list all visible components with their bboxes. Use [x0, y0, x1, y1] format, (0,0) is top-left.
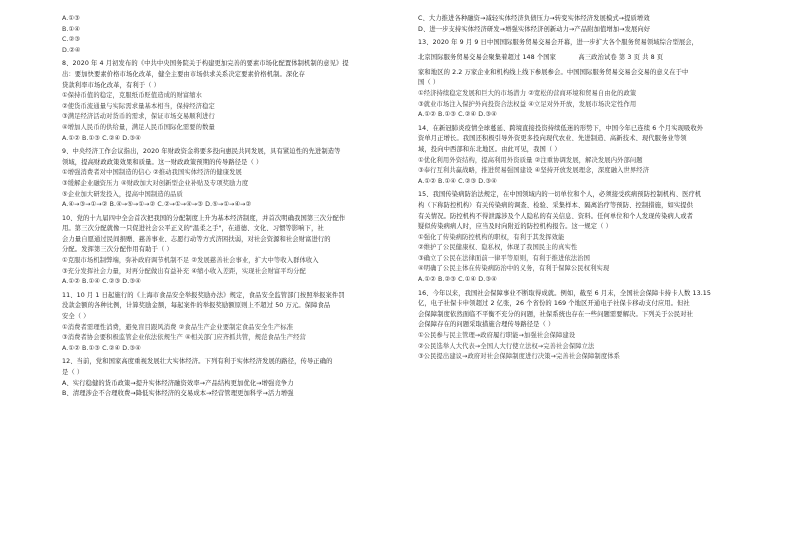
text-line: 会保障制度依然面临不平衡不充分的问题，社保系统也存在一些问题需要解决。下列关于公民对社 — [418, 310, 694, 318]
question-block — [418, 190, 758, 285]
text-line: 15、我国传染病防治法规定，在中国领域内的一切单位和个人，必须接受疾病预防控制机构、医疗机 — [418, 191, 702, 199]
text-line: A.①③ — [62, 15, 80, 22]
text-line: D.②④ — [62, 46, 81, 54]
text-line: 会保障存在的问题采取措施合理传导路径是（ ） — [418, 321, 555, 329]
text-line: ③满足经济活动对货币的需求，保证市场交易顺利进行 — [62, 113, 215, 121]
text-line: 14、在新冠肺炎疫情全球蔓延、跨境直接投资持续低迷的形势下，中国今年已连续 6 个月实现吸收外 — [418, 124, 704, 132]
text-line: ③确立了公民在法律面前一律平等原则，有利于推进依法治国 — [418, 254, 591, 262]
text-line: ①保持币值的稳定，克服纸币贬值造成的财富缩水 — [62, 92, 203, 100]
text-line: ③缓解企业融资压力 ④财政加大对创新型企业补贴及专项奖励力度 — [62, 179, 249, 187]
question-block — [62, 59, 417, 144]
text-line: 家和地区的 2.2 万家企业和机构线上线下参展参会。中国国际服务贸易交易会交易的意义在于中 — [418, 68, 689, 76]
text-line: 16、今年以来，我国社会保障事业不断取得成就。例如，截至 6 月末，全国社会保障卡持卡人数 13.15 — [418, 289, 712, 297]
text-line: 领域，提高财政政策效果和质量。这一财政政策预期的传导路径是（ ） — [62, 158, 263, 166]
text-line: ①消费者需理性消费，避免盲目跟风消费 ②食品生产企业要制定食品安全生产标准 — [62, 323, 294, 331]
text-line: 会力量自愿通过民间捐赠、慈善事业、志愿行动等方式济困扶弱，对社会资源和社会财富进行的 — [62, 235, 331, 243]
text-line: 11、10 月 1 日起施行的《上海市食品安全举报奖励办法》规定，食品安全监管部门按照举报案件罚 — [62, 291, 345, 299]
text-line: A.①② B.②③ C.①④ D.③④ — [418, 276, 497, 284]
question-block — [62, 147, 417, 211]
text-line: A.①② B.①③ C.②④ D.③④ — [62, 134, 141, 142]
right-column — [418, 14, 758, 366]
text-line: ①优化利用外资结构，提高利用外资质量 ②注重协调发展，解决发展内外部问题 — [418, 156, 643, 164]
text-line: C.②③ — [62, 36, 81, 44]
text-line: 有关情况。防控机构不得泄露涉及个人隐私的有关信息、资料。任何单位和个人发现传染病人或者 — [418, 212, 694, 220]
text-line: 10、党的十九届四中全会首次把我国的分配制度上升为基本经济制度，并首次明确我国第三次分配作 — [62, 214, 346, 222]
text-line: ②维护了公民健康权、隐私权，体现了我国民主的真实性 — [418, 244, 578, 252]
text-line: A.①② B.①③ C.②④ D.③④ — [418, 111, 497, 119]
question-block — [62, 14, 417, 56]
text-line: 资单月正增长。我国还积极引导外资更多投向现代农业、先进制造、高新技术、现代服务业等领 — [418, 135, 687, 143]
text-line: 出：要加快要素价格市场化改革，健全主要由市场供求关系决定要素价格机制。深化存 — [62, 70, 306, 78]
text-line: ①克服市场机制弊端，弥补政府调节机制不足 ②发展慈善社会事业，扩大中等收入群体收入 — [62, 257, 319, 265]
text-line: A.①② B.①④ C.②③ D.③④ — [62, 278, 141, 286]
text-line: ⑤企业加大研发投入，提高中国制造的品质 — [62, 190, 183, 198]
text-line: ①强化了传染病防控机构的职权，有利于其发挥效能 — [418, 233, 565, 241]
text-line: 疑似传染病病人时，应当及时向附近的防控机构报告。这一规定（ ） — [418, 223, 613, 231]
text-line: ③消费者协会要积极监管企业依法依规生产 ④相关部门应齐抓共管，规范食品生产经营 — [62, 334, 306, 342]
text-line: A.①② B.①③ C.②④ D.③④ — [62, 344, 141, 352]
text-line: 国（ ） — [418, 79, 440, 87]
text-line: 8、2020 年 4 月初发布的《中共中央国务院关于构建更加完善的要素市场化配置体制机制的意见》提 — [62, 60, 349, 68]
question-block — [418, 14, 758, 35]
text-line: ③公民提出建议→政府对社会保障制度进行决策→完善社会保障制度体系 — [418, 353, 621, 361]
page-header: 高三政治试卷 第 3 页 共 8 页 — [578, 54, 664, 62]
question-block — [62, 357, 417, 399]
text-line: ②公民选举人大代表→全国人大行使立法权→完善社会保障立法 — [418, 342, 595, 350]
text-line: 安全（ ） — [62, 313, 90, 321]
left-column — [62, 14, 417, 403]
text-line: B.①④ — [62, 25, 81, 33]
text-line: 北京国际服务贸易交易会聚集着超过 148 个国家 — [418, 54, 557, 62]
text-line: C、大力推进各种融资→减轻实体经济负债压力→转变实体经济发展模式→提质增效 — [418, 15, 650, 22]
text-line: B、清理涉企不合理收费→降低实体经济的交易成本→经营管理更加科学→活力增强 — [62, 390, 294, 398]
text-line: A.④→③→①→② B.④→⑤→①→② C.②→①→④→③ D.⑤→①→④→② — [62, 201, 252, 209]
text-line: 没款金额的各种比例，计算奖励金额，每起案件的举报奖励额原则上不超过 50 万元。保障食品 — [62, 302, 331, 310]
text-line: ①公民参与民主管理→政府履行职能→加强社会保障建设 — [418, 332, 576, 340]
text-line: A.①② B.①④ C.②③ D.③④ — [418, 177, 497, 185]
text-line: 13、2020 年 9 月 9 日中国国际服务贸易交易会开幕，进一步扩大各个服务贸易领域综合型展会， — [418, 39, 699, 47]
text-line: 域，投向中西部和东北地区。由此可见，我国（ ） — [418, 145, 561, 153]
text-line: 亿，电子社保卡申领超过 2 亿张，26 个省份的 169 个地区开通电子社保卡移动支付应用。但社 — [418, 300, 690, 308]
text-line: 9、中央经济工作会议指出，2020 年财政资金将要多投向惠民共同发展，具有紧迫性的先进制造等 — [62, 148, 341, 156]
text-line: ②使货币流通量与实际需求量基本相当，保持经济稳定 — [62, 102, 215, 110]
text-line: ①经济持续稳定发展和巨大的市场潜力 ②宽松的营商环境和贸易自由化的政策 — [418, 89, 637, 97]
text-line: ③奉行互利共赢战略，推进贸易强国建设 ④坚持开放发展理念，深度融入世界经济 — [418, 167, 650, 175]
text-line: ①增强消费者对中国制造的信心 ②推动我国实体经济的健康发展 — [62, 169, 242, 177]
text-line: A、实行稳健的货币政策→提升实体经济融资效率→产品结构更加优化→增强竞争力 — [62, 379, 294, 387]
question-block — [418, 289, 758, 363]
question-block — [62, 291, 417, 355]
text-line: 构（下称防控机构）有关传染病的调查、检验、采集样本、隔离治疗等预防、控制措施，如实提供 — [418, 201, 694, 209]
text-line: D、进一步支持实体经济研发→增强实体经济创新动力→产品附加值增加→发展向好 — [418, 25, 651, 33]
text-line: 12、当前，党和国家高度重视发展壮大实体经济。下列有利于实体经济发展的路径，传导正确的 — [62, 358, 333, 366]
text-line: 用。第三次分配就像一只促进社会公平正义的"温柔之手"，在道德、文化、习惯等影响下，社 — [62, 225, 324, 233]
text-line: ④增加人民币的供给量，满足人民币国际化需要的数量 — [62, 123, 215, 131]
text-line: 是（ ） — [62, 369, 84, 376]
text-line: 分配。发挥第三次分配作用有助于（ ） — [62, 246, 173, 254]
text-line: 贷款利率市场化改革，有利于（ ） — [62, 81, 161, 89]
question-block — [62, 214, 417, 288]
question-block — [418, 124, 758, 188]
text-line: ③充分发挥社会力量，对再分配做出有益补充 ④缩小收入差距，实现社会财富平均分配 — [62, 267, 306, 275]
text-line: ④明确了公民主体在传染病防治中的义务，有利于保障公民权利实现 — [418, 265, 610, 273]
question-block — [418, 38, 758, 121]
text-line: ③就业市场注入保护外向投资合法权益 ④立足对外开放，发展市场决定性作用 — [418, 100, 637, 108]
